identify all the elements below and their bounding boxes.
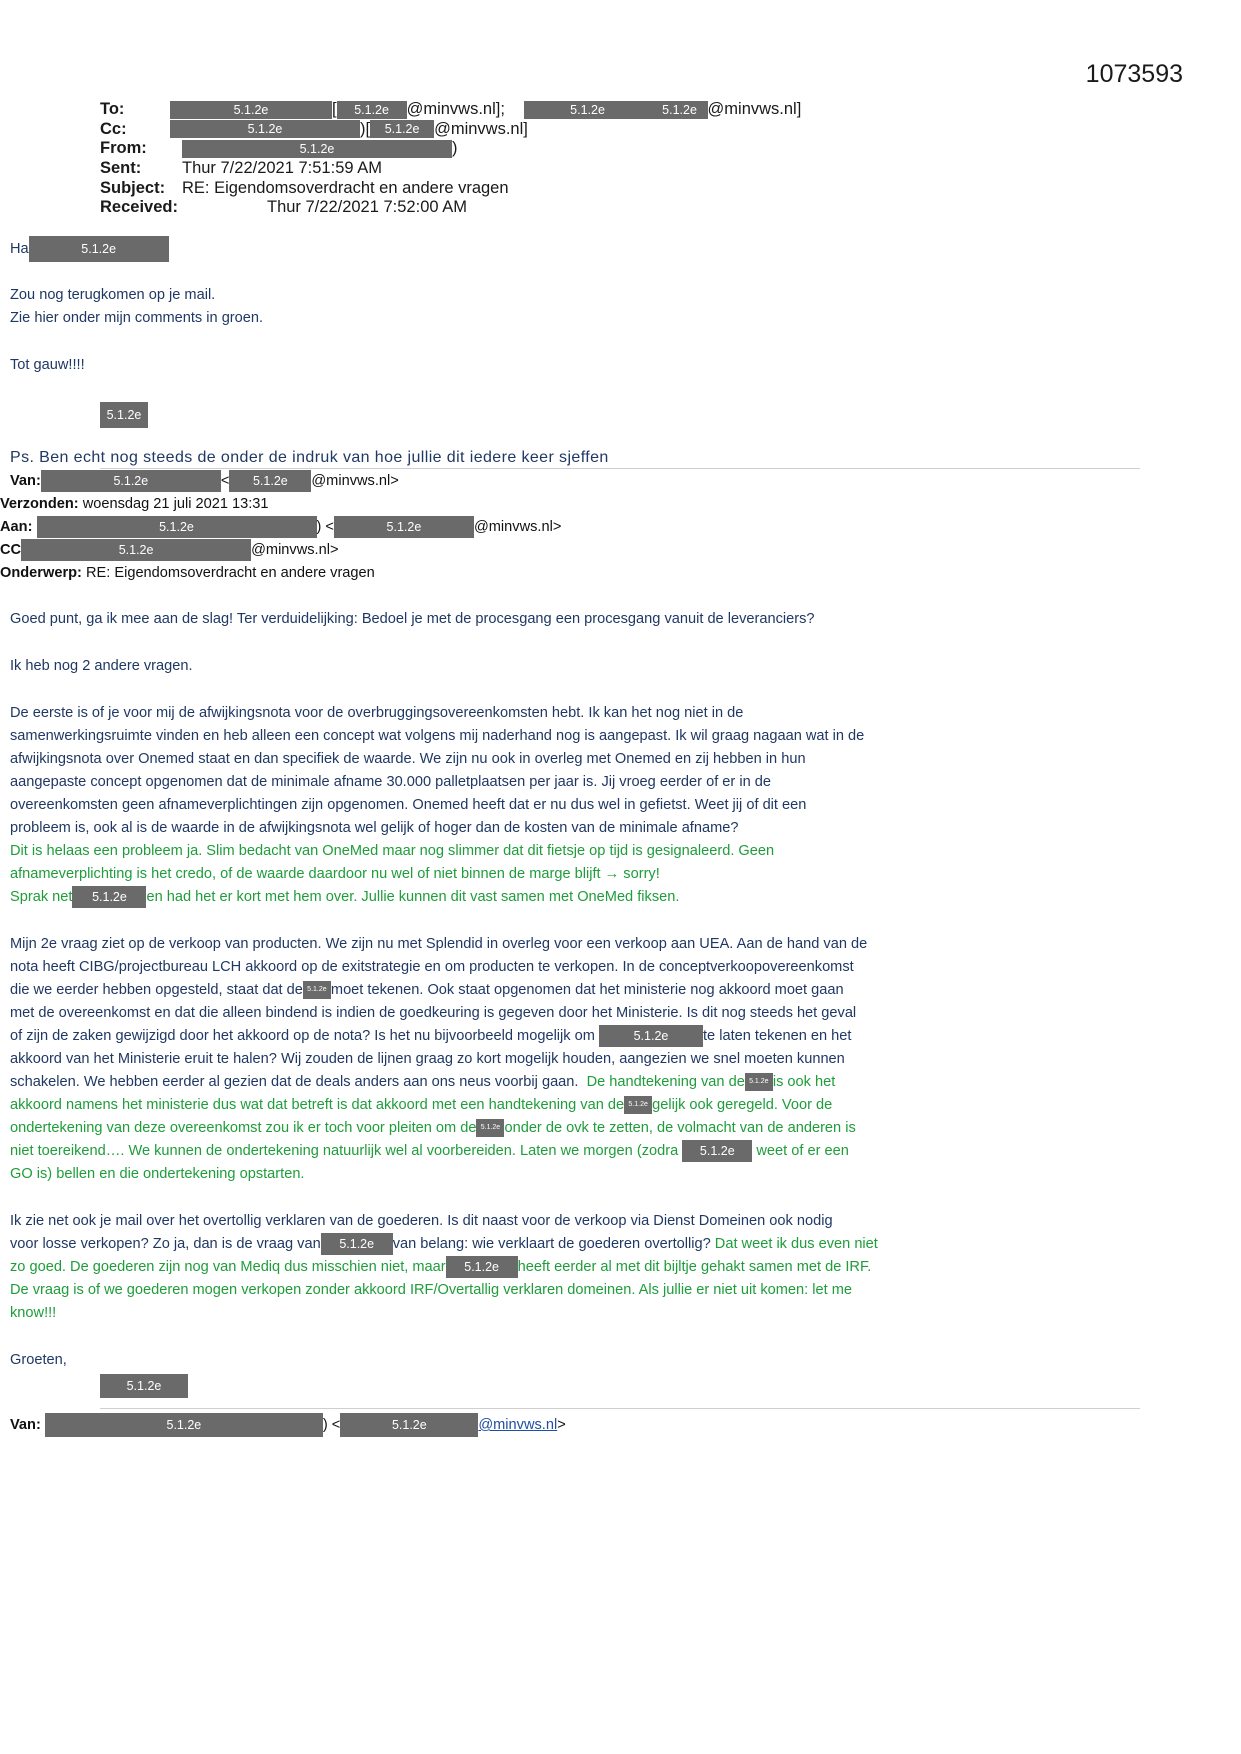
received-value: Thur 7/22/2021 7:52:00 AM: [267, 198, 467, 217]
signature-redaction: 5.1.2e: [100, 402, 148, 428]
comment-2-l4: niet toereikend…. We kunnen de ondertekening natuurlijk wel al voorbereiden. Laten we morgen (zodra 5.1.2e weet of er een: [10, 1140, 849, 1163]
body-p4-l4: met de overeenkomst en dat die alleen bindend is indien de goedkeuring is gegeven door het Ministerie. Is dit nog steeds het geval: [10, 1005, 857, 1021]
separator: [100, 1408, 1140, 1409]
signature-redaction: 5.1.2e: [100, 1374, 188, 1398]
footer-email-link[interactable]: @minvws.nl: [478, 1416, 558, 1433]
body-p4-l1: Mijn 2e vraag ziet op de verkoop van producten. We zijn nu met Splendid in overleg voor een verkoop aan UEA. Aan de hand van de: [10, 936, 868, 952]
reply-line-1: Zou nog terugkomen op je mail.: [10, 287, 216, 303]
body-p3-l2: samenwerkingsruimte vinden en heb alleen een concept wat volgens mij naderhand nog is aangepast. Ik wil graag nagaan wat in de: [10, 728, 865, 744]
from-label: From:: [100, 139, 147, 158]
subject-value: RE: Eigendomsoverdracht en andere vragen: [182, 178, 509, 197]
body-p3-l3: afwijkingsnota over Onemed staat en dan specifiek de waarde. We zijn nu ook in overleg met Onemed en zij hebben in hun: [10, 751, 806, 767]
footer-van-row: Van: 5.1.2e ) < 5.1.2e @minvws.nl>: [10, 1413, 566, 1437]
redaction-block: 5.1.2e: [370, 120, 434, 138]
body-p2: Ik heb nog 2 andere vragen.: [10, 658, 193, 674]
email-header: [100, 100, 1100, 218]
comment-2-l5: GO is) bellen en die ondertekening opstarten.: [10, 1166, 305, 1182]
quoted-van-address: @minvws.nl>: [311, 473, 399, 489]
separator: [100, 468, 1140, 469]
redaction-block: 5.1.2e: [41, 470, 221, 492]
cc-row: Cc: 5.1.2e )[ 5.1.2e @minvws.nl]: [100, 119, 528, 138]
redaction-block: 5.1.2e: [29, 236, 169, 262]
sent-value: Thur 7/22/2021 7:51:59 AM: [182, 159, 382, 178]
quoted-cc-row: CC 5.1.2e @minvws.nl>: [0, 539, 339, 562]
sent-label: Sent:: [100, 159, 142, 178]
body-p4-l3: die we eerder hebben opgesteld, staat dat de 5.1.2e moet tekenen. Ook staat opgenomen dat het ministerie nog akkoord moet gaan: [10, 982, 844, 998]
body-p4-l5: of zijn de zaken gewijzigd door het akkoord op de nota? Is het nu bijvoorbeeld mogelijk om 5.1.2e te laten tekenen en het: [10, 1025, 851, 1048]
body-p3-l1: De eerste is of je voor mij de afwijkingsnota voor de overbruggingsovereenkomsten hebt. Ik kan het nog niet in de: [10, 705, 744, 721]
subject-row: [100, 179, 1100, 199]
body-p1: Goed punt, ga ik mee aan de slag! Ter verduidelijking: Bedoel je met de procesgang een procesgang vanuit de leveranciers?: [10, 611, 815, 627]
redaction-block: 5.1.2e: [599, 1025, 703, 1047]
cc-address: @minvws.nl]: [434, 119, 528, 138]
body-p5-l1: Ik zie net ook je mail over het overtollig verklaren van de goederen. Is dit naast voor de verkoop via Dienst Domeinen ook nodig: [10, 1213, 833, 1229]
subject-label: Subject:: [100, 178, 166, 197]
to-address-2: @minvws.nl]: [707, 100, 802, 118]
redaction-block: 5.1.2e: [337, 101, 407, 119]
redaction-block: 5.1.2e: [334, 516, 474, 538]
redaction-block: 5.1.2e: [45, 1413, 323, 1437]
redaction-block: 5.1.2e: [652, 101, 708, 119]
reply-closing: Tot gauw!!!!: [10, 357, 85, 373]
comment-2-l3: ondertekening van deze overeenkomst zou ik er toch voor pleiten om de 5.1.2e onder de ovk te zetten, de volmacht van de anderen is: [10, 1120, 856, 1136]
redaction-block: 5.1.2e: [476, 1119, 504, 1137]
reply-ps: Ps. Ben echt nog steeds de onder de indruk van hoe jullie dit iedere keer sjeffen: [10, 449, 609, 466]
redaction-block: 5.1.2e: [340, 1413, 478, 1437]
redaction-block: 5.1.2e: [682, 1140, 752, 1162]
redaction-block: 5.1.2e: [37, 516, 317, 538]
redaction-block: 5.1.2e: [321, 1233, 393, 1255]
to-address-1: @minvws.nl];: [406, 100, 505, 118]
comment-1-l2: afnameverplichting is het credo, of de waarde daardoor nu wel of niet binnen de marge blijft → sorry!: [10, 866, 660, 882]
to-label: To:: [100, 100, 125, 118]
to-row: To: 5.1.2e [ 5.1.2e @minvws.nl]; 5.1.2e 5.1.2e @minvws.nl]: [100, 100, 802, 118]
quoted-aan-address: @minvws.nl>: [473, 519, 562, 535]
body-p3-l6: probleem is, ook al is de waarde in de afwijkingsnota wel gelijk of hoger dan de kosten van de minimale afname?: [10, 820, 739, 836]
redaction-block: 5.1.2e: [72, 886, 146, 908]
redaction-block: 5.1.2e: [229, 470, 311, 492]
from-row: From: 5.1.2e ): [100, 139, 458, 158]
reply-line-2: Zie hier onder mijn comments in groen.: [10, 310, 264, 326]
greeting: Ha 5.1.2e: [10, 236, 169, 262]
document-id: 1073593: [1085, 60, 1183, 88]
comment-3-l3: De vraag is of we goederen mogen verkopen zonder akkoord IRF/Overtallig verklaren domeinen. Als jullie er niet uit komen: let me: [10, 1282, 852, 1298]
redaction-block: 5.1.2e: [182, 140, 452, 158]
body-p4-l7: schakelen. We hebben eerder al gezien dat de deals anders aan ons neus voorbij gaan. De handtekening van de 5.1.2e is ook het: [10, 1074, 836, 1090]
comment-3-l4: know!!!: [10, 1305, 57, 1321]
cc-label: Cc:: [100, 119, 127, 138]
quoted-van-row: Van: 5.1.2e < 5.1.2e @minvws.nl>: [10, 470, 399, 493]
body-p4-l2: nota heeft CIBG/projectbureau LCH akkoord op de exitstrategie en om producten te verkopen. In de conceptverkoopovereenkomst: [10, 959, 854, 975]
quoted-verzonden-row: Verzonden: woensdag 21 juli 2021 13:31: [0, 496, 269, 512]
redaction-block: 5.1.2e: [745, 1073, 773, 1091]
quoted-onderwerp-row: Onderwerp: RE: Eigendomsoverdracht en andere vragen: [0, 565, 375, 581]
comment-1-l1: Dit is helaas een probleem ja. Slim bedacht van OneMed maar nog slimmer dat dit fietsje op tijd is gesignaleerd. Geen: [10, 843, 775, 859]
body-p5-l2: voor losse verkopen? Zo ja, dan is de vraag van 5.1.2e van belang: wie verklaart de goederen overtollig? Dat weet ik dus even niet: [10, 1233, 878, 1256]
redaction-block: 5.1.2e: [303, 981, 331, 999]
received-row: [100, 198, 1100, 218]
body-p3-l5: overeenkomsten geen afnameverplichtingen zijn opgenomen. Onemed heeft dat er nu dus wel in gefietst. Weet jij of dit een: [10, 797, 807, 813]
redaction-block: 5.1.2e: [624, 1096, 652, 1114]
received-label: Received:: [100, 198, 178, 217]
comment-2-l2: akkoord namens het ministerie dus wat dat betreft is dat akkoord met een handtekening van de 5.1.2e gelijk ook geregeld. Voor de: [10, 1097, 833, 1113]
redaction-block: 5.1.2e: [524, 101, 652, 119]
comment-3-l2: zo goed. De goederen zijn nog van Mediq dus misschien niet, maar 5.1.2e heeft eerder al met dit bijltje gehakt samen met de IRF.: [10, 1256, 871, 1279]
quoted-aan-row: Aan: 5.1.2e ) < 5.1.2e @minvws.nl>: [0, 516, 561, 539]
groeten: Groeten,: [10, 1352, 67, 1368]
comment-1-l3: Sprak net 5.1.2e en had het er kort met hem over. Jullie kunnen dit vast samen met OneMed fiksen.: [10, 886, 679, 909]
quoted-cc-address: @minvws.nl>: [251, 542, 339, 558]
body-p4-l6: akkoord van het Ministerie eruit te halen? Wij zouden de lijnen graag zo kort mogelijk houden, aangezien we snel moeten kunnen: [10, 1051, 845, 1067]
sent-row: [100, 159, 1100, 179]
redaction-block: 5.1.2e: [170, 101, 332, 119]
body-p3-l4: aangepaste concept opgenomen dat de minimale afname 30.000 palletplaatsen per jaar is. Jij vroeg eerder of er in de: [10, 774, 771, 790]
redaction-block: 5.1.2e: [21, 539, 251, 561]
redaction-block: 5.1.2e: [170, 120, 360, 138]
redaction-block: 5.1.2e: [446, 1256, 518, 1278]
